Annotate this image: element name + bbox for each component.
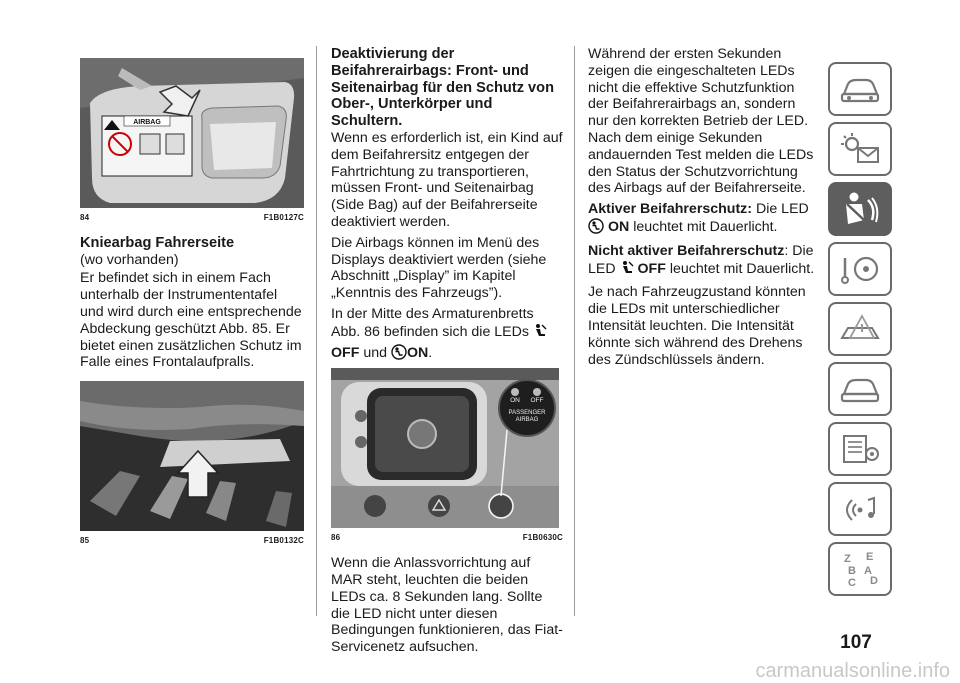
svg-text:Z: Z <box>844 553 851 565</box>
tab-starting-driving[interactable] <box>828 242 892 296</box>
figure-number: 84 <box>80 213 90 222</box>
section-subheading: (wo vorhanden) <box>80 251 179 268</box>
warning-lights-icon <box>838 132 882 166</box>
svg-text:C: C <box>848 577 856 588</box>
section-heading: Deaktivierung der Beifahrerairbags: Front- und Seitenairbag für den Schutz von Ober-, Unterkörper und Schultern. <box>331 46 554 130</box>
led-off-label: OFF <box>331 344 360 361</box>
column-divider <box>316 46 317 616</box>
passenger-airbag-off-icon <box>620 260 634 281</box>
paragraph: Während der ersten Sekunden zeigen die eingeschalteten LEDs nicht die effektive Schutzfunktion der Beifahrerairbags an, sondern nur den korrekten Betrieb der LED. Nach dem einige Sekunden andauernden Test melden die LEDs den Status der Schutzvorrichtung des Airbags auf der Beifahrerseite. <box>588 46 814 197</box>
passenger-airbag-on-icon <box>588 218 604 239</box>
chapter-tabs <box>828 62 892 602</box>
watermark: carmanualsonline.info <box>755 660 950 682</box>
tab-index[interactable] <box>828 542 892 596</box>
figure-code: F1B0127C <box>263 213 304 222</box>
paragraph-led: In der Mitte des Armaturenbretts Abb. 86 befinden sich die LEDs OFF und ON. <box>331 306 563 364</box>
passenger-label: PASSENGER <box>508 410 546 417</box>
tab-dashboard[interactable] <box>828 62 892 116</box>
car-dashboard-icon <box>838 72 882 106</box>
figure-85-caption <box>80 533 304 550</box>
figure-number: 85 <box>80 536 90 546</box>
led-on-label: ON <box>406 344 429 361</box>
off-label: OFF <box>530 397 544 405</box>
paragraph: Die Airbags können im Menü des Displays deaktiviert werden (siehe Abschnitt „Display” im Kapitel „Kenntnis des Fahrzeugs”). <box>331 234 547 302</box>
svg-text:E: E <box>866 551 874 563</box>
tab-safety[interactable] <box>828 182 892 236</box>
figure-86-caption <box>331 530 563 547</box>
figure-84-caption <box>80 210 304 227</box>
inactive-protection-paragraph: Nicht aktiver Beifahrerschutz: Die LED OFF leuchtet mit Dauerlicht. <box>588 243 818 281</box>
seat-belt-safety-icon <box>838 190 882 228</box>
tab-technical-data[interactable] <box>828 422 892 476</box>
figure-85-knee-airbag <box>80 381 304 531</box>
figure-code: F1B0630C <box>522 533 563 543</box>
tab-maintenance[interactable] <box>828 362 892 416</box>
column-divider <box>574 46 575 616</box>
passenger-airbag-off-icon <box>533 323 547 344</box>
column-middle <box>331 46 563 660</box>
technical-data-icon <box>838 432 882 466</box>
paragraph: Wenn die Anlassvorrichtung auf MAR steht, leuchten die beiden LEDs ca. 8 Sekunden lang. Sollte die LED nicht unter diesen Bedingungen funktionieren, das Fiat-Servicenetz aufsuchen. <box>331 555 563 656</box>
section-heading: Kniearbag Fahrerseite <box>80 234 235 251</box>
svg-text:A: A <box>864 565 872 577</box>
svg-text:D: D <box>870 575 878 587</box>
multimedia-icon <box>838 492 882 526</box>
tab-multimedia[interactable] <box>828 482 892 536</box>
on-label: ON <box>510 397 520 405</box>
paragraph: Er befindet sich in einem Fach unterhalb der Instrumententafel und wird durch eine entsprechende Abdeckung geschützt Abb. 85. Er bietet einen zusätzlichen Schutz im Falle eines Frontalaufpralls. <box>80 270 302 371</box>
page-number: 107 <box>840 632 872 653</box>
index-az-icon <box>838 550 882 588</box>
active-protection-paragraph: Aktiver Beifahrerschutz: Die LED ON leuchtet mit Dauerlicht. <box>588 201 818 239</box>
column-right <box>588 46 818 372</box>
key-steering-icon <box>838 252 882 286</box>
column-left <box>80 58 304 558</box>
figure-86-dashboard-leds <box>331 368 559 528</box>
paragraph: Je nach Fahrzeugzustand könnten die LEDs mit unterschiedlicher Intensität leuchten. Die Intensität könnte sich während des Drehens des Zündschlüssels ändern. <box>588 284 806 368</box>
airbag-label: AIRBAG <box>515 417 539 424</box>
car-maintenance-icon <box>838 372 882 406</box>
passenger-airbag-on-icon <box>391 344 407 365</box>
figure-number: 86 <box>331 533 341 543</box>
figure-code: F1B0132C <box>263 536 304 546</box>
airbag-label: AIRBAG <box>133 119 161 126</box>
tab-emergency[interactable] <box>828 302 892 356</box>
emergency-hazard-icon <box>838 312 882 346</box>
figure-84-sun-visor <box>80 58 304 208</box>
tab-warning-lights[interactable] <box>828 122 892 176</box>
paragraph: Wenn es erforderlich ist, ein Kind auf dem Beifahrersitz entgegen der Fahrtrichtung zu transportieren, müssen Front- und Seitenairbag (Side Bag) auf der Beifahrerseite deaktiviert werden. <box>331 129 563 230</box>
svg-text:B: B <box>848 565 856 577</box>
